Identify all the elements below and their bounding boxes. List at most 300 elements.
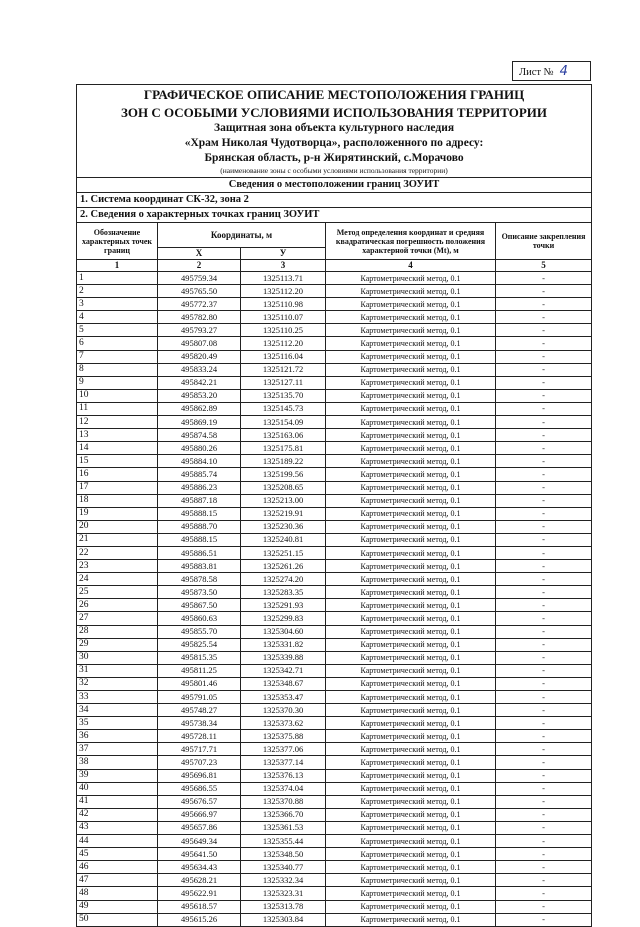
y-cell: 1325303.84 <box>241 913 326 926</box>
x-cell: 495728.11 <box>158 730 241 743</box>
table-row <box>77 573 592 586</box>
table-row <box>77 808 592 821</box>
method-cell: Картометрический метод, 0.1 <box>326 350 496 363</box>
point-cell: 48 <box>77 887 158 900</box>
table-row <box>77 795 592 808</box>
fix-cell: - <box>496 717 592 730</box>
title-block <box>77 85 592 178</box>
fix-cell: - <box>496 389 592 402</box>
y-cell: 1325251.15 <box>241 546 326 559</box>
method-cell: Картометрический метод, 0.1 <box>326 573 496 586</box>
points-body <box>77 272 592 927</box>
table-row <box>77 730 592 743</box>
method-cell: Картометрический метод, 0.1 <box>326 795 496 808</box>
point-cell: 21 <box>77 533 158 546</box>
y-cell: 1325240.81 <box>241 533 326 546</box>
point-cell: 22 <box>77 546 158 559</box>
table-row <box>77 913 592 926</box>
point-cell: 31 <box>77 664 158 677</box>
table-row <box>77 350 592 363</box>
table-row <box>77 704 592 717</box>
x-cell: 495855.70 <box>158 625 241 638</box>
y-cell: 1325121.72 <box>241 363 326 376</box>
method-cell: Картометрический метод, 0.1 <box>326 821 496 834</box>
y-cell: 1325219.91 <box>241 507 326 520</box>
method-cell: Картометрический метод, 0.1 <box>326 913 496 926</box>
table-row <box>77 402 592 415</box>
method-cell: Картометрический метод, 0.1 <box>326 651 496 664</box>
y-cell: 1325332.34 <box>241 874 326 887</box>
y-cell: 1325340.77 <box>241 861 326 874</box>
table-row <box>77 481 592 494</box>
boundary-table <box>76 84 592 927</box>
fix-cell: - <box>496 874 592 887</box>
x-cell: 495634.43 <box>158 861 241 874</box>
point-cell: 6 <box>77 337 158 350</box>
y-cell: 1325373.62 <box>241 717 326 730</box>
fix-cell: - <box>496 285 592 298</box>
x-cell: 495888.15 <box>158 507 241 520</box>
x-cell: 495748.27 <box>158 704 241 717</box>
fix-cell: - <box>496 546 592 559</box>
document <box>76 84 591 927</box>
table-row <box>77 533 592 546</box>
table-row <box>77 285 592 298</box>
fix-cell: - <box>496 481 592 494</box>
x-cell: 495833.24 <box>158 363 241 376</box>
method-cell: Картометрический метод, 0.1 <box>326 638 496 651</box>
table-row <box>77 821 592 834</box>
y-cell: 1325374.04 <box>241 782 326 795</box>
fix-cell: - <box>496 376 592 389</box>
method-cell: Картометрический метод, 0.1 <box>326 887 496 900</box>
fix-cell: - <box>496 612 592 625</box>
title-line-2: ЗОН С ОСОБЫМИ УСЛОВИЯМИ ИСПОЛЬЗОВАНИЯ ТЕРРИТОРИИ <box>121 105 548 120</box>
fix-cell: - <box>496 311 592 324</box>
x-cell: 495618.57 <box>158 900 241 913</box>
point-cell: 32 <box>77 677 158 690</box>
fix-cell: - <box>496 769 592 782</box>
coordinate-system: 1. Система координат СК-32, зона 2 <box>77 193 592 208</box>
x-cell: 495759.34 <box>158 272 241 285</box>
title-line-1: ГРАФИЧЕСКОЕ ОПИСАНИЕ МЕСТОПОЛОЖЕНИЯ ГРАНИЦ <box>143 87 525 102</box>
fix-cell: - <box>496 756 592 769</box>
y-cell: 1325208.65 <box>241 481 326 494</box>
y-cell: 1325339.88 <box>241 651 326 664</box>
fix-cell: - <box>496 808 592 821</box>
col-x-header: X <box>158 248 241 260</box>
table-row <box>77 337 592 350</box>
col-y-header: У <box>241 248 326 260</box>
y-cell: 1325304.60 <box>241 625 326 638</box>
point-cell: 16 <box>77 468 158 481</box>
zone-line-1: Защитная зона объекта культурного наследия <box>214 122 455 134</box>
method-cell: Картометрический метод, 0.1 <box>326 612 496 625</box>
y-cell: 1325375.88 <box>241 730 326 743</box>
point-cell: 25 <box>77 586 158 599</box>
y-cell: 1325299.83 <box>241 612 326 625</box>
fix-cell: - <box>496 402 592 415</box>
y-cell: 1325377.14 <box>241 756 326 769</box>
point-cell: 41 <box>77 795 158 808</box>
fix-cell: - <box>496 861 592 874</box>
point-cell: 37 <box>77 743 158 756</box>
point-cell: 29 <box>77 638 158 651</box>
points-section-title: 2. Сведения о характерных точках границ ЗОУИТ <box>77 208 592 223</box>
y-cell: 1325283.35 <box>241 586 326 599</box>
method-cell: Картометрический метод, 0.1 <box>326 507 496 520</box>
method-cell: Картометрический метод, 0.1 <box>326 520 496 533</box>
table-row <box>77 651 592 664</box>
table-row <box>77 520 592 533</box>
point-cell: 39 <box>77 769 158 782</box>
fix-cell: - <box>496 337 592 350</box>
point-cell: 27 <box>77 612 158 625</box>
point-cell: 50 <box>77 913 158 926</box>
point-cell: 17 <box>77 481 158 494</box>
x-cell: 495782.80 <box>158 311 241 324</box>
fix-cell: - <box>496 835 592 848</box>
table-row <box>77 311 592 324</box>
x-cell: 495884.10 <box>158 455 241 468</box>
method-cell: Картометрический метод, 0.1 <box>326 861 496 874</box>
x-cell: 495811.25 <box>158 664 241 677</box>
point-cell: 38 <box>77 756 158 769</box>
fix-cell: - <box>496 350 592 363</box>
sheet-label: Лист № <box>519 67 554 78</box>
col-number-2: 2 <box>158 260 241 272</box>
method-cell: Картометрический метод, 0.1 <box>326 782 496 795</box>
x-cell: 495842.21 <box>158 376 241 389</box>
point-cell: 24 <box>77 573 158 586</box>
y-cell: 1325116.04 <box>241 350 326 363</box>
table-row <box>77 468 592 481</box>
method-cell: Картометрический метод, 0.1 <box>326 337 496 350</box>
fix-cell: - <box>496 625 592 638</box>
method-cell: Картометрический метод, 0.1 <box>326 848 496 861</box>
x-cell: 495853.20 <box>158 389 241 402</box>
table-row <box>77 507 592 520</box>
method-cell: Картометрический метод, 0.1 <box>326 769 496 782</box>
x-cell: 495874.58 <box>158 429 241 442</box>
table-row <box>77 389 592 402</box>
point-cell: 23 <box>77 560 158 573</box>
x-cell: 495686.55 <box>158 782 241 795</box>
method-cell: Картометрический метод, 0.1 <box>326 835 496 848</box>
table-row <box>77 429 592 442</box>
point-cell: 34 <box>77 704 158 717</box>
point-cell: 10 <box>77 389 158 402</box>
point-cell: 15 <box>77 455 158 468</box>
method-cell: Картометрический метод, 0.1 <box>326 468 496 481</box>
section-title: Сведения о местоположении границ ЗОУИТ <box>77 178 592 193</box>
x-cell: 495825.54 <box>158 638 241 651</box>
table-row <box>77 625 592 638</box>
point-cell: 11 <box>77 402 158 415</box>
y-cell: 1325199.56 <box>241 468 326 481</box>
fix-cell: - <box>496 691 592 704</box>
x-cell: 495696.81 <box>158 769 241 782</box>
method-cell: Картометрический метод, 0.1 <box>326 416 496 429</box>
y-cell: 1325110.98 <box>241 298 326 311</box>
point-cell: 14 <box>77 442 158 455</box>
x-cell: 495772.37 <box>158 298 241 311</box>
point-cell: 5 <box>77 324 158 337</box>
fix-cell: - <box>496 782 592 795</box>
fix-cell: - <box>496 573 592 586</box>
table-row <box>77 717 592 730</box>
fix-cell: - <box>496 455 592 468</box>
method-cell: Картометрический метод, 0.1 <box>326 402 496 415</box>
x-cell: 495885.74 <box>158 468 241 481</box>
point-cell: 35 <box>77 717 158 730</box>
table-row <box>77 494 592 507</box>
method-cell: Картометрический метод, 0.1 <box>326 691 496 704</box>
y-cell: 1325230.36 <box>241 520 326 533</box>
y-cell: 1325370.88 <box>241 795 326 808</box>
x-cell: 495886.51 <box>158 546 241 559</box>
x-cell: 495880.26 <box>158 442 241 455</box>
y-cell: 1325175.81 <box>241 442 326 455</box>
col-fix-header: Описание закрепления точки <box>496 223 592 260</box>
fix-cell: - <box>496 651 592 664</box>
table-row <box>77 376 592 389</box>
point-cell: 43 <box>77 821 158 834</box>
x-cell: 495765.50 <box>158 285 241 298</box>
fix-cell: - <box>496 704 592 717</box>
fix-cell: - <box>496 795 592 808</box>
x-cell: 495801.46 <box>158 677 241 690</box>
x-cell: 495878.58 <box>158 573 241 586</box>
table-row <box>77 743 592 756</box>
x-cell: 495628.21 <box>158 874 241 887</box>
fix-cell: - <box>496 664 592 677</box>
y-cell: 1325323.31 <box>241 887 326 900</box>
x-cell: 495793.27 <box>158 324 241 337</box>
table-row <box>77 756 592 769</box>
table-row <box>77 442 592 455</box>
x-cell: 495867.50 <box>158 599 241 612</box>
y-cell: 1325112.20 <box>241 285 326 298</box>
y-cell: 1325189.22 <box>241 455 326 468</box>
table-row <box>77 861 592 874</box>
y-cell: 1325291.93 <box>241 599 326 612</box>
fix-cell: - <box>496 416 592 429</box>
method-cell: Картометрический метод, 0.1 <box>326 874 496 887</box>
table-row <box>77 363 592 376</box>
fix-cell: - <box>496 913 592 926</box>
method-cell: Картометрический метод, 0.1 <box>326 533 496 546</box>
fix-cell: - <box>496 848 592 861</box>
sheet-number-box <box>512 61 591 81</box>
method-cell: Картометрический метод, 0.1 <box>326 599 496 612</box>
table-row <box>77 782 592 795</box>
method-cell: Картометрический метод, 0.1 <box>326 808 496 821</box>
method-cell: Картометрический метод, 0.1 <box>326 756 496 769</box>
point-cell: 47 <box>77 874 158 887</box>
sheet-number: 4 <box>559 64 568 79</box>
x-cell: 495676.57 <box>158 795 241 808</box>
table-row <box>77 900 592 913</box>
fix-cell: - <box>496 468 592 481</box>
y-cell: 1325110.07 <box>241 311 326 324</box>
method-cell: Картометрический метод, 0.1 <box>326 298 496 311</box>
point-cell: 13 <box>77 429 158 442</box>
y-cell: 1325331.82 <box>241 638 326 651</box>
point-cell: 18 <box>77 494 158 507</box>
table-row <box>77 874 592 887</box>
point-cell: 19 <box>77 507 158 520</box>
point-cell: 45 <box>77 848 158 861</box>
table-row <box>77 272 592 285</box>
method-cell: Картометрический метод, 0.1 <box>326 324 496 337</box>
y-cell: 1325353.47 <box>241 691 326 704</box>
fix-cell: - <box>496 442 592 455</box>
col-point-header: Обозначение характерных точек границ <box>77 223 158 260</box>
table-row <box>77 638 592 651</box>
col-number-1: 1 <box>77 260 158 272</box>
y-cell: 1325348.50 <box>241 848 326 861</box>
y-cell: 1325366.70 <box>241 808 326 821</box>
point-cell: 40 <box>77 782 158 795</box>
x-cell: 495807.08 <box>158 337 241 350</box>
method-cell: Картометрический метод, 0.1 <box>326 363 496 376</box>
point-cell: 9 <box>77 376 158 389</box>
point-cell: 1 <box>77 272 158 285</box>
x-cell: 495649.34 <box>158 835 241 848</box>
point-cell: 20 <box>77 520 158 533</box>
point-cell: 12 <box>77 416 158 429</box>
y-cell: 1325274.20 <box>241 573 326 586</box>
y-cell: 1325377.06 <box>241 743 326 756</box>
y-cell: 1325342.71 <box>241 664 326 677</box>
point-cell: 8 <box>77 363 158 376</box>
zone-line-2: «Храм Николая Чудотворца», расположенного по адресу: <box>184 137 484 149</box>
fix-cell: - <box>496 730 592 743</box>
method-cell: Картометрический метод, 0.1 <box>326 376 496 389</box>
table-row <box>77 586 592 599</box>
fix-cell: - <box>496 599 592 612</box>
x-cell: 495657.86 <box>158 821 241 834</box>
method-cell: Картометрический метод, 0.1 <box>326 625 496 638</box>
method-cell: Картометрический метод, 0.1 <box>326 743 496 756</box>
y-cell: 1325113.71 <box>241 272 326 285</box>
point-cell: 33 <box>77 691 158 704</box>
fix-cell: - <box>496 298 592 311</box>
x-cell: 495666.97 <box>158 808 241 821</box>
method-cell: Картометрический метод, 0.1 <box>326 455 496 468</box>
table-row <box>77 599 592 612</box>
point-cell: 30 <box>77 651 158 664</box>
table-row <box>77 769 592 782</box>
x-cell: 495622.91 <box>158 887 241 900</box>
fix-cell: - <box>496 363 592 376</box>
x-cell: 495869.19 <box>158 416 241 429</box>
method-cell: Картометрический метод, 0.1 <box>326 481 496 494</box>
col-number-4: 4 <box>326 260 496 272</box>
method-cell: Картометрический метод, 0.1 <box>326 546 496 559</box>
method-cell: Картометрический метод, 0.1 <box>326 272 496 285</box>
y-cell: 1325110.25 <box>241 324 326 337</box>
y-cell: 1325348.67 <box>241 677 326 690</box>
point-cell: 42 <box>77 808 158 821</box>
point-cell: 4 <box>77 311 158 324</box>
fix-cell: - <box>496 900 592 913</box>
table-row <box>77 835 592 848</box>
fix-cell: - <box>496 429 592 442</box>
x-cell: 495862.89 <box>158 402 241 415</box>
fix-cell: - <box>496 586 592 599</box>
point-cell: 28 <box>77 625 158 638</box>
x-cell: 495820.49 <box>158 350 241 363</box>
table-row <box>77 887 592 900</box>
x-cell: 495615.26 <box>158 913 241 926</box>
x-cell: 495641.50 <box>158 848 241 861</box>
method-cell: Картометрический метод, 0.1 <box>326 664 496 677</box>
fix-cell: - <box>496 533 592 546</box>
table-row <box>77 546 592 559</box>
method-cell: Картометрический метод, 0.1 <box>326 442 496 455</box>
point-cell: 7 <box>77 350 158 363</box>
method-cell: Картометрический метод, 0.1 <box>326 717 496 730</box>
fix-cell: - <box>496 494 592 507</box>
table-row <box>77 298 592 311</box>
y-cell: 1325135.70 <box>241 389 326 402</box>
x-cell: 495873.50 <box>158 586 241 599</box>
col-coords-header: Координаты, м <box>158 223 326 248</box>
method-cell: Картометрический метод, 0.1 <box>326 311 496 324</box>
table-row <box>77 455 592 468</box>
fix-cell: - <box>496 324 592 337</box>
y-cell: 1325376.13 <box>241 769 326 782</box>
col-method-header: Метод определения координат и средняя квадратическая погрешность положения характерной точки (Mt), м <box>326 223 496 260</box>
point-cell: 44 <box>77 835 158 848</box>
point-cell: 2 <box>77 285 158 298</box>
x-cell: 495886.23 <box>158 481 241 494</box>
x-cell: 495791.05 <box>158 691 241 704</box>
fix-cell: - <box>496 821 592 834</box>
x-cell: 495883.81 <box>158 560 241 573</box>
method-cell: Картометрический метод, 0.1 <box>326 560 496 573</box>
table-row <box>77 560 592 573</box>
method-cell: Картометрический метод, 0.1 <box>326 285 496 298</box>
table-row <box>77 677 592 690</box>
y-cell: 1325370.30 <box>241 704 326 717</box>
col-number-5: 5 <box>496 260 592 272</box>
y-cell: 1325313.78 <box>241 900 326 913</box>
y-cell: 1325112.20 <box>241 337 326 350</box>
method-cell: Картометрический метод, 0.1 <box>326 677 496 690</box>
fix-cell: - <box>496 638 592 651</box>
table-row <box>77 324 592 337</box>
method-cell: Картометрический метод, 0.1 <box>326 704 496 717</box>
x-cell: 495815.35 <box>158 651 241 664</box>
point-cell: 46 <box>77 861 158 874</box>
col-number-3: 3 <box>241 260 326 272</box>
y-cell: 1325213.00 <box>241 494 326 507</box>
y-cell: 1325154.09 <box>241 416 326 429</box>
zone-note: (наименование зоны с особыми условиями использования территории) <box>220 166 448 175</box>
y-cell: 1325145.73 <box>241 402 326 415</box>
point-cell: 36 <box>77 730 158 743</box>
method-cell: Картометрический метод, 0.1 <box>326 429 496 442</box>
fix-cell: - <box>496 520 592 533</box>
table-row <box>77 848 592 861</box>
method-cell: Картометрический метод, 0.1 <box>326 389 496 402</box>
table-row <box>77 664 592 677</box>
table-row <box>77 691 592 704</box>
y-cell: 1325361.53 <box>241 821 326 834</box>
